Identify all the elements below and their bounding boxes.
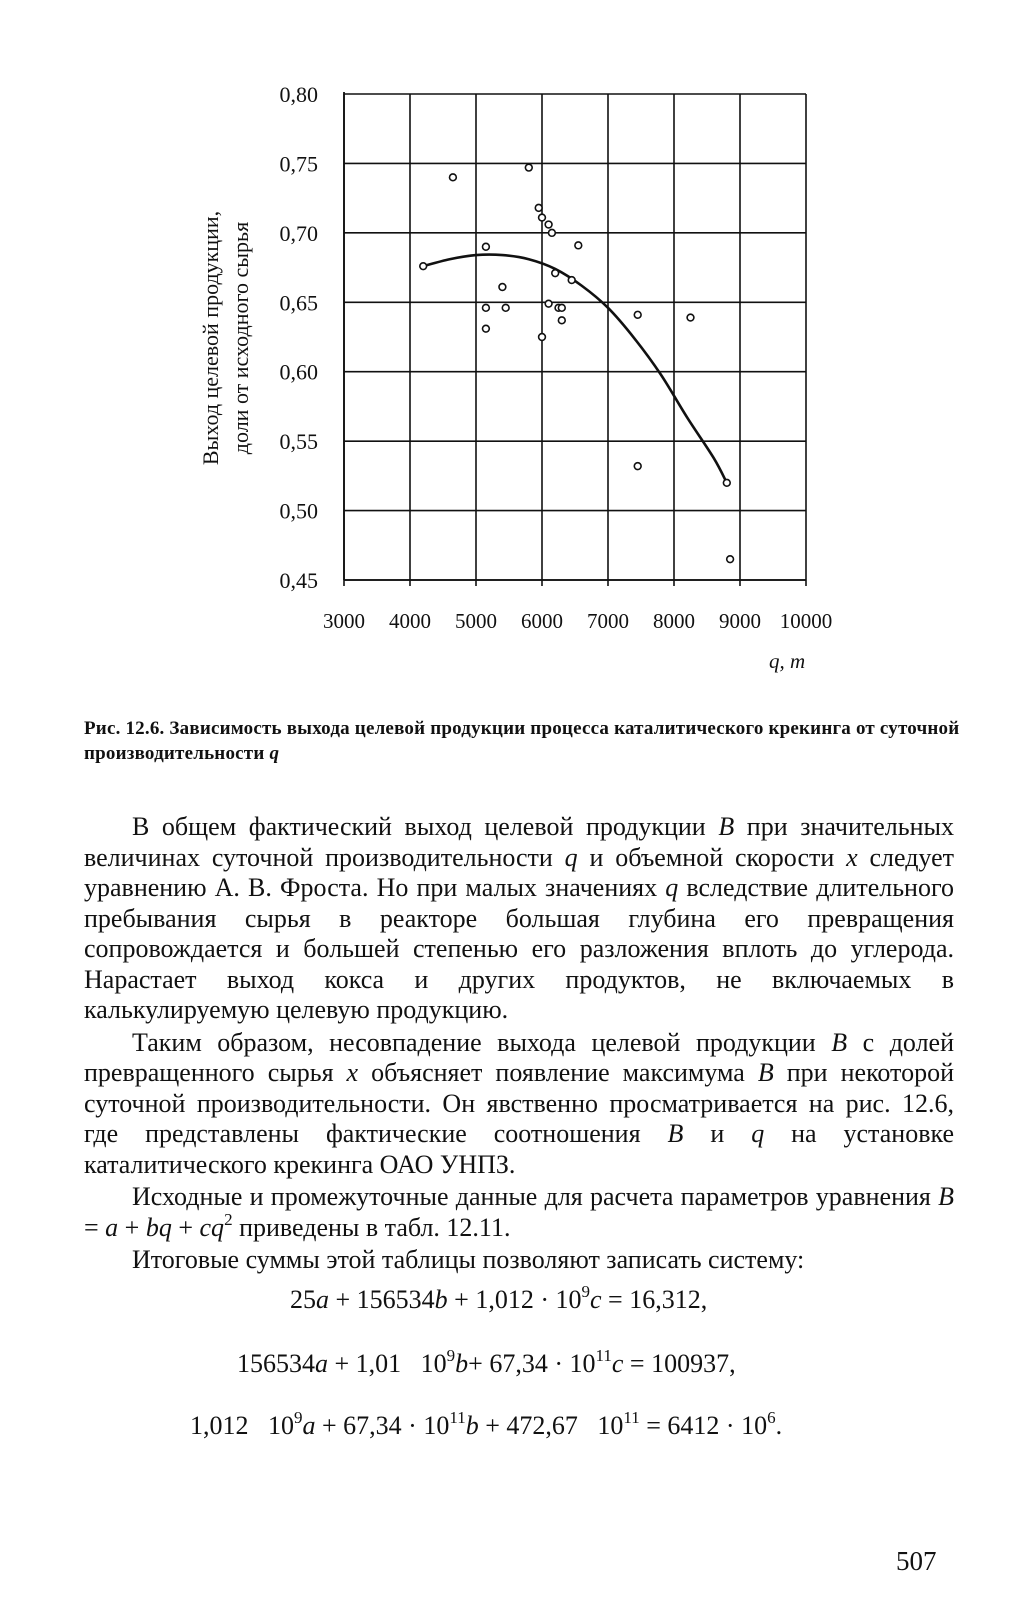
fit-curve [423, 255, 727, 483]
italic-symbol: B [938, 1182, 954, 1211]
italic-symbol: B [757, 1058, 774, 1087]
italic-symbol: bq [145, 1212, 172, 1242]
text-run: В общем фактический выход целевой продукции [132, 812, 719, 841]
data-point [483, 304, 490, 311]
paragraph [84, 812, 954, 1026]
data-point [539, 334, 546, 341]
figure-caption [84, 716, 964, 766]
text-run: = [84, 1212, 106, 1242]
text-run: Итоговые суммы этой таблицы позволяют записать систему: [132, 1245, 805, 1274]
y-tick-label: 0,80 [279, 82, 318, 107]
y-tick-label: 0,55 [279, 429, 318, 455]
equation-3 [190, 1408, 783, 1441]
y-tick-label: 0,60 [279, 359, 318, 385]
italic-symbol: b [455, 1349, 469, 1378]
x-tick-label: 10000 [779, 609, 833, 633]
text-run: 156534 [237, 1349, 315, 1378]
text-run: вследствие длительного пребывания сырья в реакторе большая глубина его превращения сопровождается и большей степенью его разложения вплоть до углерода. Нарастает выход кокса и других продуктов, не включаемых в калькулируемую целевую продукцию. [84, 873, 954, 1024]
caption-text: Рис. 12.6. Зависимость выхода целевой продукции процесса каталитического крекинга от суточной производительности [84, 718, 960, 764]
italic-symbol: a [315, 1349, 328, 1378]
y-tick-label: 0,75 [279, 151, 318, 177]
page-number: 507 [896, 1546, 937, 1576]
superscript: 11 [623, 1408, 640, 1427]
x-tick-label: 8000 [653, 609, 695, 633]
paragraph [84, 1182, 954, 1243]
data-point [552, 270, 559, 277]
superscript: 9 [581, 1282, 590, 1301]
y-tick-label: 0,65 [279, 290, 318, 316]
text-run: приведены в табл. 12.11. [232, 1212, 511, 1242]
text-run: + [118, 1212, 146, 1242]
data-point [687, 314, 694, 321]
italic-symbol: c [611, 1349, 624, 1378]
data-point [558, 317, 565, 324]
data-point [539, 214, 546, 221]
italic-symbol: q [564, 842, 578, 872]
y-tick-label: 0,50 [279, 498, 318, 524]
x-axis-label: q, т [769, 649, 806, 673]
scatter-chart [0, 0, 1029, 700]
italic-symbol: b [465, 1411, 479, 1440]
italic-symbol: a [302, 1411, 316, 1440]
data-point [545, 221, 552, 228]
superscript: 11 [449, 1408, 466, 1427]
data-point [568, 277, 575, 284]
x-tick-label: 6000 [521, 609, 563, 633]
italic-symbol: a [105, 1212, 119, 1242]
italic-symbol: B [667, 1119, 684, 1148]
text-run: + 1,012 · 10 [447, 1285, 582, 1314]
x-tick-label: 3000 [323, 609, 365, 633]
data-point [558, 304, 565, 311]
text-run: . [775, 1411, 783, 1440]
chart-labels [198, 82, 832, 673]
superscript: 9 [446, 1346, 456, 1365]
data-point [634, 463, 641, 470]
text-run: Исходные и промежуточные данные для расчета параметров уравнения [132, 1182, 939, 1211]
y-tick-label: 0,70 [279, 220, 318, 246]
text-run: при значительных величинах суточной производительности [84, 812, 954, 872]
paragraph [84, 1245, 954, 1276]
x-tick-label: 4000 [389, 609, 431, 633]
text-run: = 16,312, [601, 1285, 708, 1314]
data-point [525, 164, 532, 171]
chart-grid [344, 94, 806, 586]
text-run: + 472,67 10 [478, 1411, 624, 1440]
y-axis-label: доли от исходного сырья [228, 221, 253, 455]
data-points [420, 164, 734, 562]
italic-symbol: x [346, 1058, 359, 1087]
x-tick-label: 7000 [587, 609, 629, 633]
text-run: 1,012 10 [190, 1411, 294, 1440]
y-axis-label: Выход целевой продукции, [198, 210, 223, 466]
superscript: 11 [595, 1346, 612, 1365]
text-run: объясняет появление максимума [358, 1058, 758, 1087]
text-run: на установке каталитического крекинга ОАО УНПЗ. [84, 1119, 954, 1179]
data-point [575, 242, 582, 249]
data-point [634, 311, 641, 318]
text-run: 25 [290, 1285, 316, 1314]
text-run: + 67,34 · 10 [468, 1349, 596, 1378]
body-text [84, 812, 954, 1278]
italic-symbol: cq [199, 1212, 225, 1242]
x-tick-label: 9000 [719, 609, 761, 633]
paragraph [84, 1028, 954, 1181]
text-run: + [171, 1212, 200, 1242]
data-point [450, 174, 457, 181]
data-point [502, 304, 509, 311]
superscript: 6 [767, 1408, 776, 1427]
data-point [420, 263, 427, 270]
text-run: следует уравнению А. В. Фроста. Но при малых значениях [84, 842, 954, 902]
fit-curve-line [423, 255, 727, 483]
data-point [483, 243, 490, 250]
italic-symbol: c [590, 1285, 602, 1314]
italic-symbol: B [831, 1027, 848, 1057]
text-run: с долей превращенного сырья [84, 1027, 955, 1087]
data-point [483, 325, 490, 332]
superscript: 2 [224, 1209, 233, 1229]
data-point [535, 204, 542, 211]
y-tick-label: 0,45 [279, 568, 318, 593]
text-run: + 156534 [329, 1285, 435, 1314]
italic-symbol: B [718, 812, 735, 841]
superscript: 9 [294, 1408, 303, 1427]
text-run: + 67,34 · 10 [315, 1411, 450, 1440]
caption-variable: q [269, 743, 280, 764]
text-run: и объемной скорости [577, 842, 847, 872]
x-tick-label: 5000 [455, 609, 497, 633]
data-point [723, 479, 730, 486]
data-point [499, 284, 506, 291]
equation-2 [237, 1346, 736, 1379]
italic-symbol: q [665, 873, 679, 902]
italic-symbol: q [751, 1119, 765, 1148]
italic-symbol: x [846, 842, 858, 872]
italic-symbol: a [316, 1285, 329, 1314]
equation-1 [290, 1282, 708, 1315]
text-run: и [683, 1119, 752, 1148]
data-point [545, 300, 552, 307]
italic-symbol: b [434, 1285, 448, 1314]
chart-axes [344, 92, 806, 580]
text-run: = 6412 · 10 [639, 1411, 768, 1440]
text-run: = 100937, [623, 1349, 736, 1378]
text-run: при некоторой суточной производительности. Он явственно просматривается на рис. 12.6, где представлены фактические соотношения [84, 1058, 954, 1148]
text-run: + 1,01 10 [328, 1349, 447, 1378]
data-point [549, 229, 556, 236]
data-point [727, 556, 734, 563]
text-run: Таким образом, несовпадение выхода целевой продукции [132, 1027, 832, 1057]
